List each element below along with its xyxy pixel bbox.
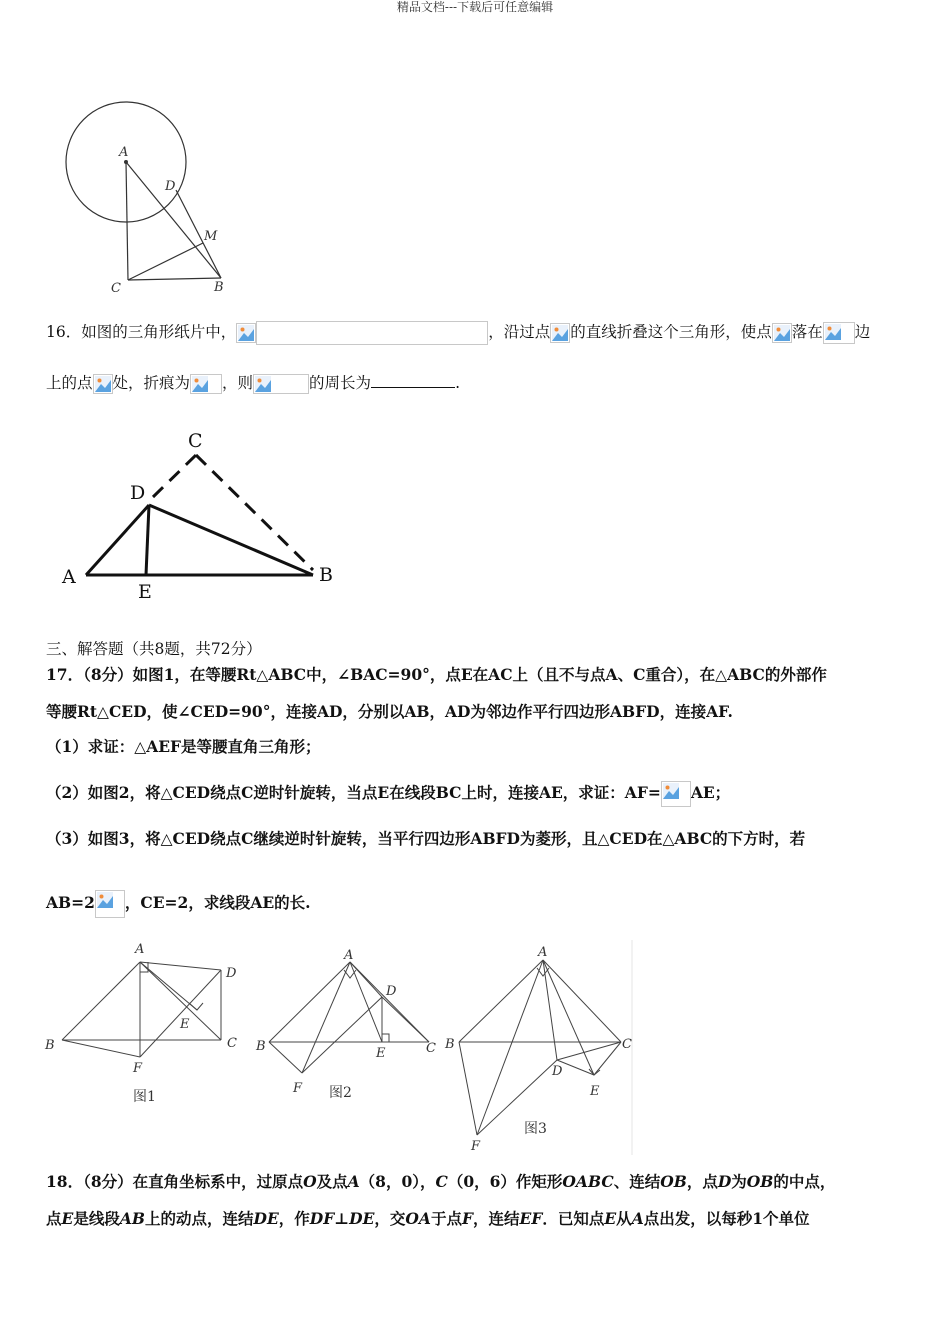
fig1-label-D: D (226, 966, 237, 981)
formula-image (661, 781, 691, 807)
label-D: D (165, 179, 176, 194)
q18-line2: 点E是线段AB上的动点，连结DE，作DF⊥DE，交OA于点F，连结EF．已知点E从A点出发，以每秒1个单位 (46, 1209, 810, 1228)
label-C: C (111, 281, 121, 296)
formula-image (190, 374, 222, 394)
fig2-label-E: E (376, 1046, 386, 1061)
label-A: A (119, 145, 129, 160)
fig1-label-F: F (133, 1061, 143, 1076)
fig2-label-C: C (426, 1041, 436, 1056)
figure-q15 (55, 95, 235, 300)
q17-line1: 17．（8分）如图1，在等腰Rt△ABC中，∠BAC=90°，点E在AC上（且不与点A、C重合），在△ABC的外部作 (46, 665, 827, 684)
section-heading: 三、解答题（共8题，共72分） (46, 640, 262, 658)
figure2-caption: 图2 (329, 1085, 352, 1101)
formula-image (253, 374, 309, 394)
label-A: A (62, 566, 76, 588)
label-E: E (138, 581, 152, 603)
q17-part3: （3）如图3，将△CED绕点C继续逆时针旋转，当平行四边形ABFD为菱形，且△CED在△ABC的下方时，若 (46, 829, 806, 848)
fig2-label-B: B (256, 1039, 266, 1054)
page-header: 精品文档---下载后可任意编辑 (396, 0, 554, 14)
fig2-label-F: F (293, 1081, 303, 1096)
formula-image (772, 323, 792, 343)
label-M: M (204, 229, 218, 244)
label-D: D (130, 482, 146, 504)
label-C: C (188, 430, 203, 452)
q17-part2: （2）如图2，将△CED绕点C逆时针旋转，当点E在线段BC上时，连接AE，求证：AF= AE； (46, 781, 730, 807)
fig1-label-A: A (135, 942, 145, 957)
fig3-label-F: F (471, 1139, 481, 1154)
formula-image (93, 374, 113, 394)
q17-line2: 等腰Rt△CED，使∠CED=90°，连接AD，分别以AB，AD为邻边作平行四边形ABFD，连接AF. (46, 702, 733, 721)
fig1-label-E: E (180, 1017, 190, 1032)
fig2-label-A: A (344, 948, 354, 963)
label-B: B (214, 280, 224, 295)
figures-q17 (40, 935, 640, 1160)
fig3-label-E: E (590, 1084, 600, 1099)
q18-line1: 18．（8分）在直角坐标系中，过原点O及点A（8，0），C（0，6）作矩形OABC、连结OB，点D为OB的中点， (46, 1172, 836, 1191)
figure3-caption: 图3 (524, 1121, 547, 1137)
fig3-label-C: C (622, 1037, 632, 1052)
fig2-label-D: D (386, 984, 397, 999)
q16-line1: 16．如图的三角形纸片中， ，沿过点 的直线折叠这个三角形，使点 落在 边 (46, 321, 870, 345)
fig3-label-B: B (445, 1037, 455, 1052)
formula-placeholder-wide (256, 321, 488, 345)
label-B: B (319, 564, 333, 586)
answer-blank (371, 371, 455, 388)
q17-part1: （1）求证：△AEF是等腰直角三角形； (46, 737, 321, 756)
fig3-label-D: D (552, 1064, 563, 1079)
fig1-label-B: B (45, 1038, 55, 1053)
figure-q16 (55, 425, 345, 605)
formula-image (236, 323, 256, 343)
formula-image (550, 323, 570, 343)
fig3-label-A: A (538, 945, 548, 960)
q16-line2: 上的点 处，折痕为 ，则 的周长为 . (46, 371, 460, 394)
formula-image (95, 890, 125, 918)
formula-image (823, 322, 855, 344)
figure1-caption: 图1 (133, 1089, 156, 1105)
fig1-label-C: C (227, 1036, 237, 1051)
q17-part3-cont: AB=2 ，CE=2，求线段AE的长. (46, 890, 311, 918)
